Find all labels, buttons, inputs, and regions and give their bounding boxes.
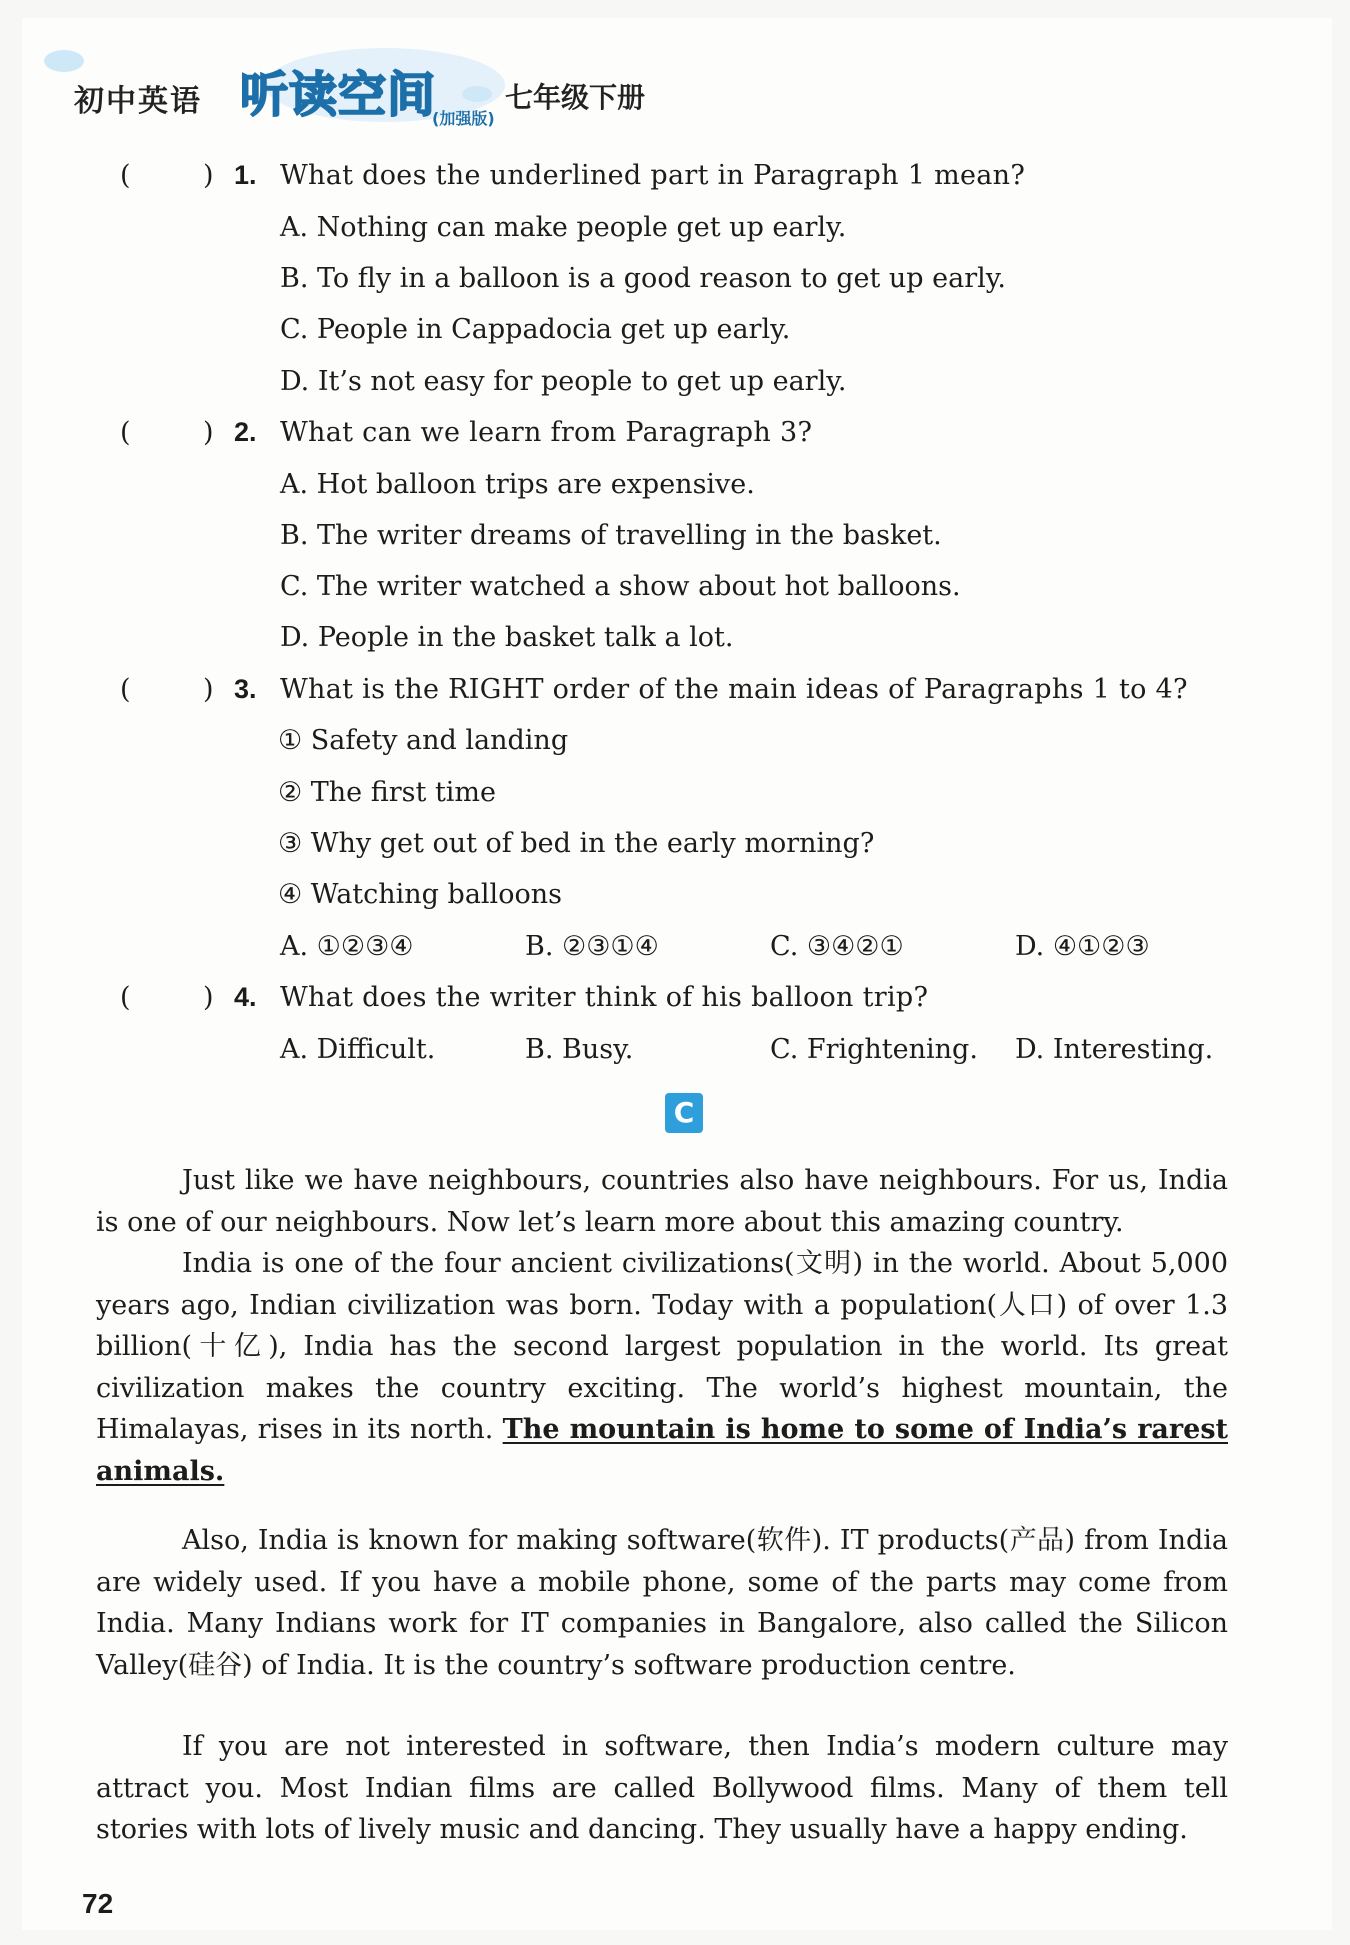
option: A. Hot balloon trips are expensive.: [280, 469, 755, 500]
option: B. The writer dreams of travelling in the basket.: [280, 520, 942, 551]
edition-label: (加强版): [432, 109, 495, 128]
option: B. ②③①④: [525, 931, 659, 962]
answer-blank-close: ): [203, 417, 214, 448]
main-idea-item: ③ Why get out of bed in the early morning?: [278, 828, 875, 859]
answer-blank-close: ): [203, 674, 214, 705]
passage-paragraph-3: Also, India is known for making software(软件). IT products(产品) from India are widely used. If you have a mobile phone, some of the parts may come from India. Many Indians work for IT companies in Bangalore, also called the Silicon Valley(硅谷) of India. It is the country’s software production centre.: [96, 1525, 1228, 1681]
question-number: 1.: [234, 160, 257, 190]
subject-title: 初中英语: [74, 84, 202, 119]
option: C. Frightening.: [770, 1034, 978, 1065]
option: C. People in Cappadocia get up early.: [280, 314, 791, 345]
option: B. Busy.: [525, 1034, 634, 1065]
question-stem: What can we learn from Paragraph 3?: [280, 417, 813, 448]
small-cloud-icon: [462, 86, 492, 102]
question-number: 3.: [234, 674, 257, 704]
main-idea-item: ② The first time: [278, 777, 497, 808]
option: D. People in the basket talk a lot.: [280, 622, 734, 653]
option: C. ③④②①: [770, 931, 904, 962]
answer-blank-close: ): [203, 160, 214, 191]
option: B. To fly in a balloon is a good reason to get up early.: [280, 263, 1007, 294]
question-number: 4.: [234, 982, 257, 1012]
main-idea-item: ④ Watching balloons: [278, 879, 562, 910]
passage-paragraph-1: Just like we have neighbours, countries also have neighbours. For us, India is one of our neighbours. Now let’s learn more about this amazing country.: [96, 1165, 1228, 1238]
option: C. The writer watched a show about hot balloons.: [280, 571, 961, 602]
answer-blank-open[interactable]: (: [120, 674, 131, 705]
page-number: 72: [82, 1888, 114, 1919]
answer-blank-close: ): [203, 982, 214, 1013]
question-stem: What does the underlined part in Paragraph 1 mean?: [280, 160, 1026, 191]
passage-paragraph-2: [96, 1243, 1228, 1493]
book-header: [50, 46, 750, 136]
underlined-sentence: The mountain is home to some of India’s rarest animals.: [96, 1414, 1228, 1487]
question-stem: What is the RIGHT order of the main ideas of Paragraphs 1 to 4?: [280, 674, 1188, 705]
option: A. Difficult.: [280, 1034, 436, 1065]
main-idea-item: ① Safety and landing: [278, 725, 569, 756]
passage-paragraph-4: If you are not interested in software, then India’s modern culture may attract you. Most Indian films are called Bollywood films. Many of them tell stories with lots of lively music and dancing. They usually have a happy ending.: [96, 1731, 1228, 1846]
answer-blank-open[interactable]: (: [120, 982, 131, 1013]
series-logo: 听读空间: [240, 67, 437, 123]
option: A. Nothing can make people get up early.: [280, 212, 847, 243]
option: D. It’s not easy for people to get up early.: [280, 366, 847, 397]
paragraph-text: India is one of the four ancient civilizations(文明) in the world. About 5,000 years ago, Indian civilization was born. Today with a population(人口) of over 1.3 billion(十亿), India has the second largest population in the world. Its great civilization makes the country exciting. The world’s highest mountain, the Himalayas, rises in its north.: [96, 1248, 1228, 1446]
cloud-icon: [44, 50, 84, 72]
section-badge: C: [665, 1093, 703, 1133]
option: D. ④①②③: [1015, 931, 1150, 962]
option: A. ①②③④: [280, 931, 414, 962]
grade-label: 七年级下册: [505, 81, 646, 114]
answer-blank-open[interactable]: (: [120, 417, 131, 448]
option: D. Interesting.: [1015, 1034, 1214, 1065]
question-stem: What does the writer think of his balloon trip?: [280, 982, 929, 1013]
question-number: 2.: [234, 417, 257, 447]
answer-blank-open[interactable]: (: [120, 160, 131, 191]
